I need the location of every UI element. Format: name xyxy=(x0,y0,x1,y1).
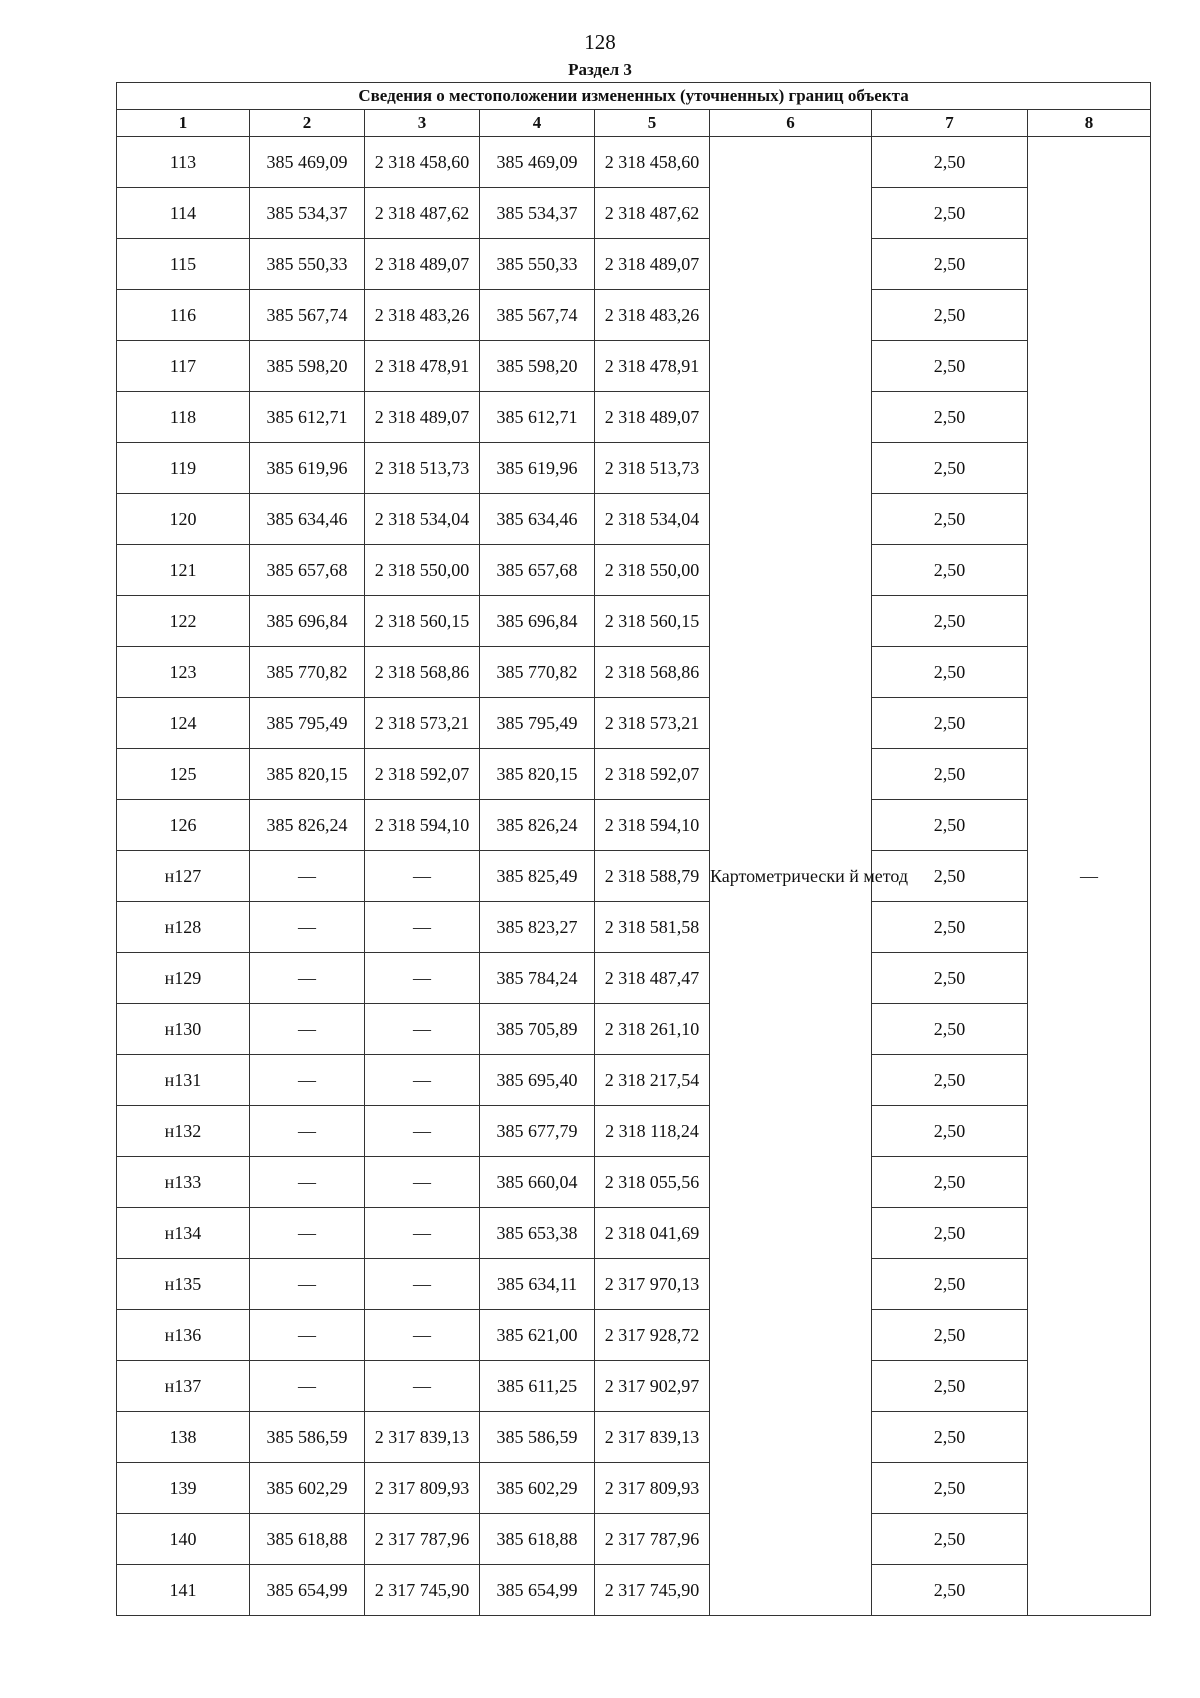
cell-y-old: — xyxy=(365,1259,480,1310)
table-row xyxy=(117,1106,1151,1157)
cell-y-new: 2 317 902,97 xyxy=(595,1361,710,1412)
cell-point: 140 xyxy=(117,1514,250,1565)
cell-x-new: 385 695,40 xyxy=(480,1055,595,1106)
cell-point: н129 xyxy=(117,953,250,1004)
cell-x-new: 385 705,89 xyxy=(480,1004,595,1055)
page-number: 128 xyxy=(584,30,616,54)
table-row xyxy=(117,902,1151,953)
column-number-7: 7 xyxy=(872,110,1028,137)
boundary-coordinates-table xyxy=(116,82,1151,1616)
cell-x-old: — xyxy=(250,1106,365,1157)
cell-accuracy: 2,50 xyxy=(872,1514,1028,1565)
cell-y-new: 2 318 560,15 xyxy=(595,596,710,647)
table-row xyxy=(117,1412,1151,1463)
cell-y-old: 2 318 478,91 xyxy=(365,341,480,392)
cell-y-new: 2 317 745,90 xyxy=(595,1565,710,1616)
cell-x-old: 385 826,24 xyxy=(250,800,365,851)
cell-y-new: 2 318 594,10 xyxy=(595,800,710,851)
cell-point: 118 xyxy=(117,392,250,443)
cell-y-old: 2 318 489,07 xyxy=(365,239,480,290)
cell-point: н135 xyxy=(117,1259,250,1310)
cell-accuracy: 2,50 xyxy=(872,1208,1028,1259)
cell-x-old: 385 602,29 xyxy=(250,1463,365,1514)
table-row xyxy=(117,800,1151,851)
cell-y-new: 2 318 487,47 xyxy=(595,953,710,1004)
cell-x-old: 385 696,84 xyxy=(250,596,365,647)
cell-x-old: — xyxy=(250,1004,365,1055)
cell-accuracy: 2,50 xyxy=(872,749,1028,800)
cell-y-old: — xyxy=(365,1310,480,1361)
cell-x-new: 385 657,68 xyxy=(480,545,595,596)
cell-accuracy: 2,50 xyxy=(872,494,1028,545)
cell-x-old: — xyxy=(250,1310,365,1361)
cell-y-old: 2 318 573,21 xyxy=(365,698,480,749)
table-row xyxy=(117,290,1151,341)
cell-y-old: 2 318 560,15 xyxy=(365,596,480,647)
column-number-5: 5 xyxy=(595,110,710,137)
cell-point: н132 xyxy=(117,1106,250,1157)
cell-point: 119 xyxy=(117,443,250,494)
table-row xyxy=(117,1208,1151,1259)
cell-y-old: — xyxy=(365,1106,480,1157)
cell-x-new: 385 534,37 xyxy=(480,188,595,239)
cell-y-old: — xyxy=(365,1361,480,1412)
cell-point: 123 xyxy=(117,647,250,698)
cell-accuracy: 2,50 xyxy=(872,239,1028,290)
table-row xyxy=(117,647,1151,698)
cell-y-old: 2 318 483,26 xyxy=(365,290,480,341)
cell-y-old: 2 318 513,73 xyxy=(365,443,480,494)
cell-y-old: 2 318 592,07 xyxy=(365,749,480,800)
cell-accuracy: 2,50 xyxy=(872,1259,1028,1310)
cell-y-old: — xyxy=(365,1208,480,1259)
column-number-3: 3 xyxy=(365,110,480,137)
cell-y-new: 2 318 489,07 xyxy=(595,392,710,443)
cell-y-new: 2 318 489,07 xyxy=(595,239,710,290)
cell-point: 138 xyxy=(117,1412,250,1463)
cell-point: 113 xyxy=(117,137,250,188)
cell-y-old: 2 318 487,62 xyxy=(365,188,480,239)
cell-accuracy: 2,50 xyxy=(872,392,1028,443)
cell-point: 120 xyxy=(117,494,250,545)
column-number-6: 6 xyxy=(710,110,872,137)
cell-x-new: 385 770,82 xyxy=(480,647,595,698)
cell-y-new: 2 318 118,24 xyxy=(595,1106,710,1157)
cell-x-old: — xyxy=(250,1361,365,1412)
table-body xyxy=(117,137,1151,1616)
cell-x-old: 385 619,96 xyxy=(250,443,365,494)
cell-accuracy: 2,50 xyxy=(872,800,1028,851)
cell-accuracy: 2,50 xyxy=(872,1004,1028,1055)
cell-y-old: — xyxy=(365,1055,480,1106)
cell-x-new: 385 677,79 xyxy=(480,1106,595,1157)
cell-x-new: 385 823,27 xyxy=(480,902,595,953)
table-row xyxy=(117,1361,1151,1412)
cell-x-new: 385 598,20 xyxy=(480,341,595,392)
cell-x-old: 385 612,71 xyxy=(250,392,365,443)
cell-point: 126 xyxy=(117,800,250,851)
cell-y-old: — xyxy=(365,953,480,1004)
cell-y-new: 2 317 787,96 xyxy=(595,1514,710,1565)
table-row xyxy=(117,392,1151,443)
cell-x-old: — xyxy=(250,1055,365,1106)
cell-y-new: 2 318 581,58 xyxy=(595,902,710,953)
column-number-1: 1 xyxy=(117,110,250,137)
table-row xyxy=(117,1004,1151,1055)
table-row xyxy=(117,1259,1151,1310)
cell-y-old: — xyxy=(365,1157,480,1208)
cell-accuracy: 2,50 xyxy=(872,1565,1028,1616)
cell-y-new: 2 318 592,07 xyxy=(595,749,710,800)
table-row xyxy=(117,188,1151,239)
cell-x-old: 385 598,20 xyxy=(250,341,365,392)
column-number-row xyxy=(117,110,1151,137)
cell-y-new: 2 318 550,00 xyxy=(595,545,710,596)
cell-point: н133 xyxy=(117,1157,250,1208)
cell-accuracy: 2,50 xyxy=(872,1106,1028,1157)
table-row xyxy=(117,443,1151,494)
cell-x-old: — xyxy=(250,1259,365,1310)
cell-x-new: 385 696,84 xyxy=(480,596,595,647)
table-row xyxy=(117,1310,1151,1361)
table-row xyxy=(117,1055,1151,1106)
table-row xyxy=(117,1463,1151,1514)
section-title: Раздел 3 xyxy=(568,60,632,79)
cell-x-old: 385 795,49 xyxy=(250,698,365,749)
cell-x-new: 385 826,24 xyxy=(480,800,595,851)
cell-column8: — xyxy=(1028,137,1151,1616)
cell-y-new: 2 318 055,56 xyxy=(595,1157,710,1208)
cell-y-old: 2 318 594,10 xyxy=(365,800,480,851)
cell-point: 125 xyxy=(117,749,250,800)
cell-point: 139 xyxy=(117,1463,250,1514)
table-row xyxy=(117,596,1151,647)
cell-y-old: 2 318 534,04 xyxy=(365,494,480,545)
cell-accuracy: 2,50 xyxy=(872,953,1028,1004)
table-row xyxy=(117,698,1151,749)
cell-accuracy: 2,50 xyxy=(872,596,1028,647)
cell-x-new: 385 634,11 xyxy=(480,1259,595,1310)
cell-accuracy: 2,50 xyxy=(872,188,1028,239)
cell-x-new: 385 611,25 xyxy=(480,1361,595,1412)
column-number-4: 4 xyxy=(480,110,595,137)
cell-point: 115 xyxy=(117,239,250,290)
table-caption: Сведения о местоположении измененных (уточненных) границ объекта xyxy=(117,83,1151,110)
cell-point: 114 xyxy=(117,188,250,239)
cell-point: 116 xyxy=(117,290,250,341)
cell-x-old: — xyxy=(250,1157,365,1208)
cell-point: н131 xyxy=(117,1055,250,1106)
cell-y-new: 2 317 809,93 xyxy=(595,1463,710,1514)
cell-x-new: 385 469,09 xyxy=(480,137,595,188)
cell-point: 124 xyxy=(117,698,250,749)
cell-x-old: — xyxy=(250,953,365,1004)
cell-x-new: 385 795,49 xyxy=(480,698,595,749)
cell-y-new: 2 317 839,13 xyxy=(595,1412,710,1463)
table-row xyxy=(117,341,1151,392)
cell-y-new: 2 318 483,26 xyxy=(595,290,710,341)
cell-x-new: 385 567,74 xyxy=(480,290,595,341)
table-row xyxy=(117,749,1151,800)
cell-x-old: 385 634,46 xyxy=(250,494,365,545)
cell-y-old: 2 318 489,07 xyxy=(365,392,480,443)
cell-x-new: 385 602,29 xyxy=(480,1463,595,1514)
cell-x-old: 385 657,68 xyxy=(250,545,365,596)
cell-y-new: 2 318 041,69 xyxy=(595,1208,710,1259)
cell-accuracy: 2,50 xyxy=(872,137,1028,188)
cell-y-old: — xyxy=(365,851,480,902)
table-row xyxy=(117,545,1151,596)
cell-y-old: 2 317 745,90 xyxy=(365,1565,480,1616)
cell-x-old: — xyxy=(250,902,365,953)
cell-x-old: 385 534,37 xyxy=(250,188,365,239)
cell-x-old: — xyxy=(250,1208,365,1259)
cell-x-old: 385 586,59 xyxy=(250,1412,365,1463)
cell-x-old: 385 770,82 xyxy=(250,647,365,698)
cell-point: 117 xyxy=(117,341,250,392)
cell-accuracy: 2,50 xyxy=(872,647,1028,698)
cell-x-new: 385 825,49 xyxy=(480,851,595,902)
cell-y-new: 2 318 534,04 xyxy=(595,494,710,545)
cell-x-old: 385 618,88 xyxy=(250,1514,365,1565)
cell-y-old: — xyxy=(365,902,480,953)
cell-y-new: 2 318 261,10 xyxy=(595,1004,710,1055)
cell-x-old: 385 820,15 xyxy=(250,749,365,800)
cell-y-new: 2 318 573,21 xyxy=(595,698,710,749)
table-row xyxy=(117,239,1151,290)
table-row xyxy=(117,1157,1151,1208)
cell-accuracy: 2,50 xyxy=(872,341,1028,392)
cell-y-old: 2 317 787,96 xyxy=(365,1514,480,1565)
cell-x-new: 385 619,96 xyxy=(480,443,595,494)
cell-y-old: 2 318 458,60 xyxy=(365,137,480,188)
cell-method: Картометрически й метод xyxy=(710,137,872,1616)
cell-x-new: 385 618,88 xyxy=(480,1514,595,1565)
cell-y-new: 2 318 217,54 xyxy=(595,1055,710,1106)
cell-y-new: 2 318 513,73 xyxy=(595,443,710,494)
cell-y-old: 2 318 568,86 xyxy=(365,647,480,698)
cell-x-new: 385 550,33 xyxy=(480,239,595,290)
cell-y-new: 2 318 588,79 xyxy=(595,851,710,902)
table-row xyxy=(117,953,1151,1004)
cell-x-new: 385 784,24 xyxy=(480,953,595,1004)
cell-point: 122 xyxy=(117,596,250,647)
cell-accuracy: 2,50 xyxy=(872,1310,1028,1361)
cell-accuracy: 2,50 xyxy=(872,1055,1028,1106)
cell-x-old: 385 550,33 xyxy=(250,239,365,290)
cell-point: н128 xyxy=(117,902,250,953)
cell-point: н130 xyxy=(117,1004,250,1055)
cell-y-old: — xyxy=(365,1004,480,1055)
cell-y-old: 2 318 550,00 xyxy=(365,545,480,596)
table-row xyxy=(117,494,1151,545)
cell-x-old: 385 567,74 xyxy=(250,290,365,341)
cell-x-new: 385 634,46 xyxy=(480,494,595,545)
cell-x-new: 385 653,38 xyxy=(480,1208,595,1259)
cell-x-old: 385 654,99 xyxy=(250,1565,365,1616)
cell-x-new: 385 820,15 xyxy=(480,749,595,800)
cell-y-old: 2 317 809,93 xyxy=(365,1463,480,1514)
cell-point: 121 xyxy=(117,545,250,596)
cell-point: н127 xyxy=(117,851,250,902)
cell-accuracy: 2,50 xyxy=(872,290,1028,341)
cell-y-new: 2 318 458,60 xyxy=(595,137,710,188)
cell-x-new: 385 654,99 xyxy=(480,1565,595,1616)
table-row xyxy=(117,851,1151,902)
cell-accuracy: 2,50 xyxy=(872,851,1028,902)
cell-x-new: 385 612,71 xyxy=(480,392,595,443)
cell-x-old: 385 469,09 xyxy=(250,137,365,188)
cell-point: н136 xyxy=(117,1310,250,1361)
cell-y-old: 2 317 839,13 xyxy=(365,1412,480,1463)
cell-point: н134 xyxy=(117,1208,250,1259)
cell-accuracy: 2,50 xyxy=(872,1412,1028,1463)
cell-y-new: 2 317 928,72 xyxy=(595,1310,710,1361)
cell-accuracy: 2,50 xyxy=(872,1361,1028,1412)
cell-accuracy: 2,50 xyxy=(872,1463,1028,1514)
cell-point: н137 xyxy=(117,1361,250,1412)
cell-accuracy: 2,50 xyxy=(872,1157,1028,1208)
cell-point: 141 xyxy=(117,1565,250,1616)
cell-accuracy: 2,50 xyxy=(872,698,1028,749)
cell-y-new: 2 318 568,86 xyxy=(595,647,710,698)
cell-accuracy: 2,50 xyxy=(872,545,1028,596)
cell-x-new: 385 621,00 xyxy=(480,1310,595,1361)
table-row xyxy=(117,137,1151,188)
table-row xyxy=(117,1565,1151,1616)
cell-accuracy: 2,50 xyxy=(872,443,1028,494)
cell-x-new: 385 660,04 xyxy=(480,1157,595,1208)
table-row xyxy=(117,1514,1151,1565)
column-number-8: 8 xyxy=(1028,110,1151,137)
cell-accuracy: 2,50 xyxy=(872,902,1028,953)
column-number-2: 2 xyxy=(250,110,365,137)
cell-y-new: 2 318 478,91 xyxy=(595,341,710,392)
cell-y-new: 2 318 487,62 xyxy=(595,188,710,239)
cell-x-old: — xyxy=(250,851,365,902)
cell-y-new: 2 317 970,13 xyxy=(595,1259,710,1310)
cell-x-new: 385 586,59 xyxy=(480,1412,595,1463)
